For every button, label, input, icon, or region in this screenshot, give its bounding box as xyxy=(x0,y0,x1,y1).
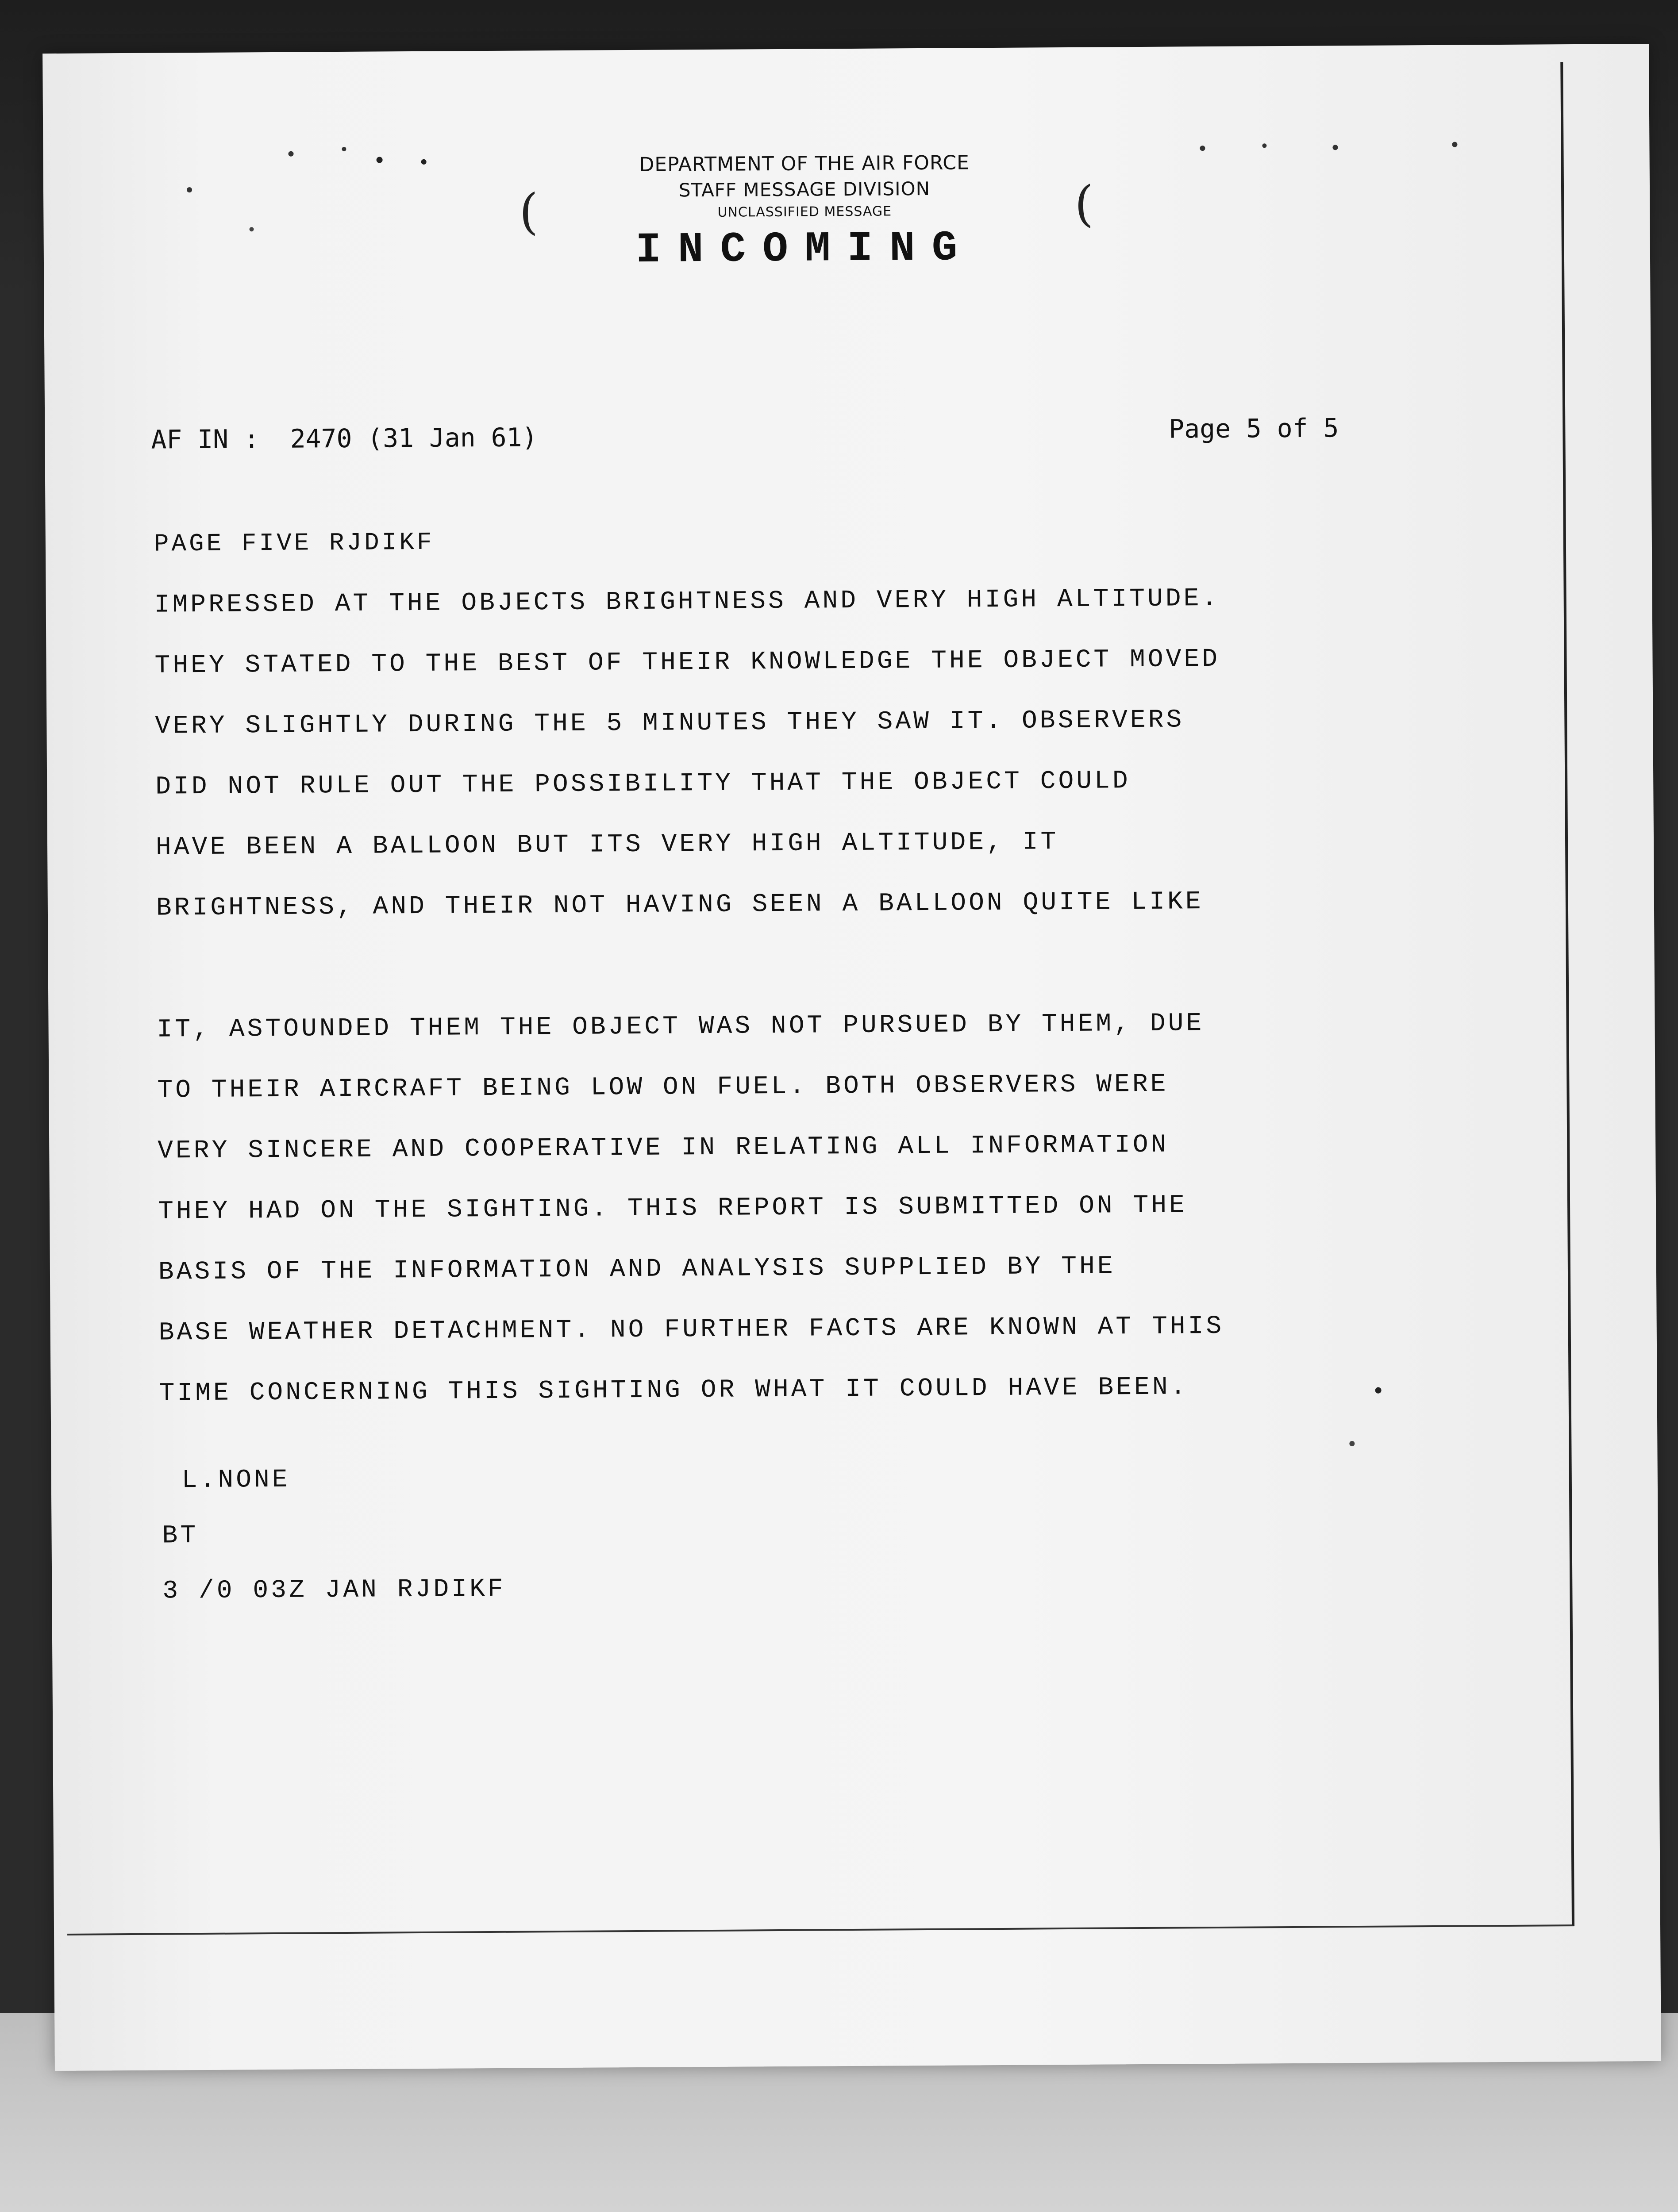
af-in-number: AF IN : 2470 (31 Jan 61) xyxy=(151,422,538,455)
break-marker: BT xyxy=(162,1521,199,1551)
punch-mark-right: ( xyxy=(1074,175,1094,232)
date-time-group: 3 /0 03Z JAN RJDIKF xyxy=(162,1575,506,1606)
punch-mark-left: ( xyxy=(519,183,539,240)
direction-label: INCOMING xyxy=(635,224,974,274)
body-line: IT, ASTOUNDED THEM THE OBJECT WAS NOT PURSUED BY THEM, DUE xyxy=(157,1009,1205,1045)
classification-label: UNCLASSIFIED MESSAGE xyxy=(717,204,892,220)
scan-specks xyxy=(42,44,1661,2071)
body-line: BASE WEATHER DETACHMENT. NO FURTHER FACTS ARE KNOWN AT THIS xyxy=(158,1312,1224,1348)
body-line: VERY SLIGHTLY DURING THE 5 MINUTES THEY SAW IT. OBSERVERS xyxy=(155,706,1185,741)
body-line: HAVE BEEN A BALLOON BUT ITS VERY HIGH ALTITUDE, IT xyxy=(155,828,1059,862)
body-line: BRIGHTNESS, AND THEIR NOT HAVING SEEN A BALLOON QUITE LIKE xyxy=(156,887,1204,923)
department-title: DEPARTMENT OF THE AIR FORCE xyxy=(639,151,970,176)
body-line: BASIS OF THE INFORMATION AND ANALYSIS SUPPLIED BY THE xyxy=(158,1252,1116,1287)
page-number: Page 5 of 5 xyxy=(1169,413,1339,444)
body-line: VERY SINCERE AND COOPERATIVE IN RELATING ALL INFORMATION xyxy=(158,1130,1169,1166)
division-title: STAFF MESSAGE DIVISION xyxy=(678,177,931,201)
routing-line: PAGE FIVE RJDIKF xyxy=(154,528,435,558)
body-line: THEY HAD ON THE SIGHTING. THIS REPORT IS SUBMITTED ON THE xyxy=(158,1191,1188,1226)
signature-line: L.NONE xyxy=(181,1465,290,1495)
body-line: IMPRESSED AT THE OBJECTS BRIGHTNESS AND VERY HIGH ALTITUDE. xyxy=(154,584,1220,620)
body-line: TO THEIR AIRCRAFT BEING LOW ON FUEL. BOTH OBSERVERS WERE xyxy=(157,1070,1169,1105)
body-line: DID NOT RULE OUT THE POSSIBILITY THAT THE OBJECT COULD xyxy=(155,767,1131,802)
body-line: TIME CONCERNING THIS SIGHTING OR WHAT IT COULD HAVE BEEN. xyxy=(159,1373,1189,1408)
body-line: THEY STATED TO THE BEST OF THEIR KNOWLEDGE THE OBJECT MOVED xyxy=(154,645,1220,680)
message-page xyxy=(42,44,1661,2071)
